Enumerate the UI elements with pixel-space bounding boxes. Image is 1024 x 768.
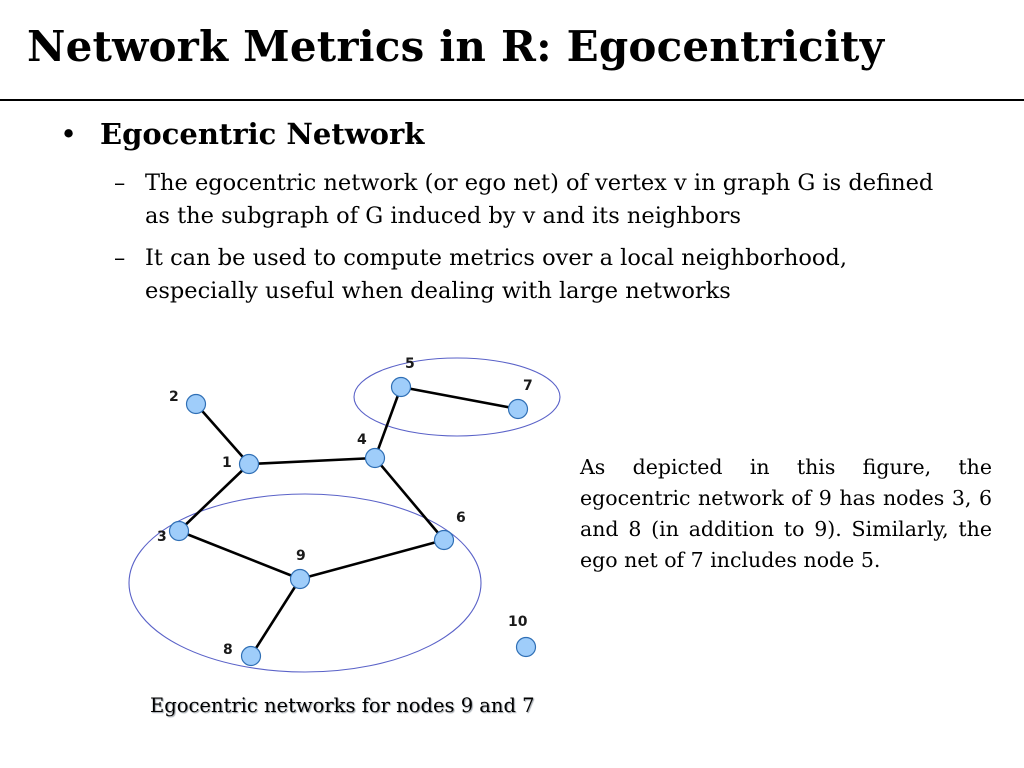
node-4 — [366, 449, 385, 468]
bullet-marker: • — [60, 117, 78, 151]
node-2 — [187, 395, 206, 414]
node-9 — [291, 570, 310, 589]
subitem-definition-text: The egocentric network (or ego net) of vertex v in graph G is defined as the subgraph of G induced by v and its neighbors — [145, 170, 934, 229]
node-7 — [509, 400, 528, 419]
node-label-1: 1 — [222, 455, 232, 471]
edge-6-9 — [300, 540, 444, 579]
figure-explanation: As depicted in this figure, the egocentric network of 9 has nodes 3, 6 and 8 (in addition to 9). Similarly, the ego net of 7 includes node 5. — [580, 455, 992, 572]
node-6 — [435, 531, 454, 550]
edge-5-7 — [401, 387, 518, 409]
subitem-dash: – — [114, 170, 126, 196]
node-label-9: 9 — [296, 548, 306, 564]
node-label-10: 10 — [508, 614, 528, 630]
edge-3-9 — [179, 531, 300, 579]
node-3 — [170, 522, 189, 541]
node-5 — [392, 378, 411, 397]
edge-1-3 — [179, 464, 249, 531]
subitem-dash: – — [114, 245, 126, 271]
node-label-7: 7 — [523, 378, 533, 394]
bullet-heading: Egocentric Network — [100, 117, 425, 151]
edge-8-9 — [251, 579, 300, 656]
node-label-2: 2 — [169, 389, 179, 405]
node-label-8: 8 — [223, 642, 233, 658]
edge-1-4 — [249, 458, 375, 464]
subitem-usage-text: It can be used to compute metrics over a local neighborhood, especially useful when dealing with large networks — [145, 245, 847, 304]
node-10 — [517, 638, 536, 657]
figure-caption: Egocentric networks for nodes 9 and 7 — [150, 694, 535, 717]
node-1 — [240, 455, 259, 474]
node-8 — [242, 647, 261, 666]
node-label-5: 5 — [405, 356, 415, 372]
edge-4-6 — [375, 458, 444, 540]
slide-title: Network Metrics in R: Egocentricity — [27, 22, 885, 71]
node-label-6: 6 — [456, 510, 466, 526]
node-label-4: 4 — [357, 432, 367, 448]
node-label-3: 3 — [157, 529, 167, 545]
